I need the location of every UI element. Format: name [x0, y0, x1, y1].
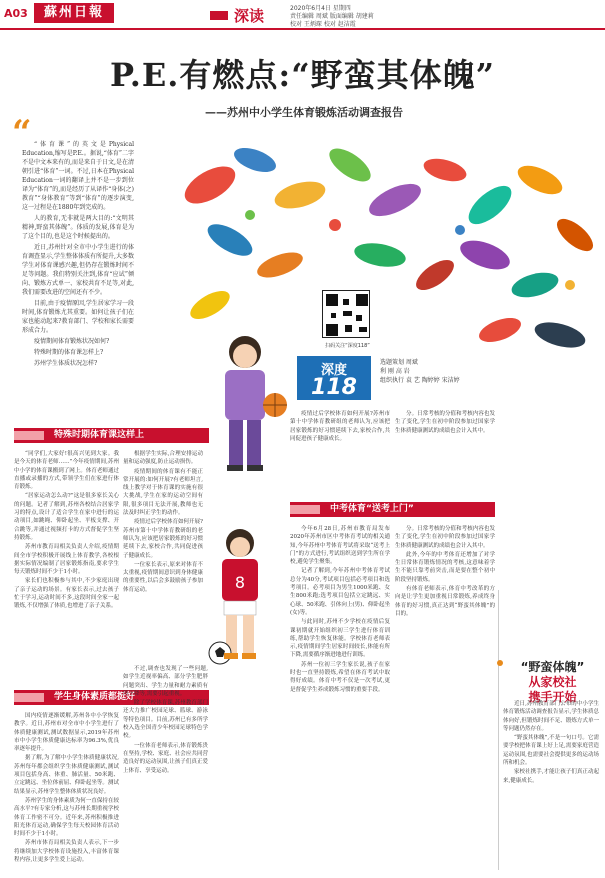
section-name: 深读 [234, 7, 265, 25]
credit-line: 组织执行 袁 艺 陶婷婷 宋洁婷 [380, 377, 460, 384]
paragraph: 苏州学生的身体素质为何一直保持在较高水平?有专家分析,这与苏州长期重视学校体育工作密不可分。近年来,苏州积极推进阳光体育运动,确保学生每天校园体育活动时间不少于1小时。 [14, 797, 119, 838]
credit-line: 利 刚 高 岩 [380, 368, 410, 375]
paragraph: 疫情期间的体育课有不能正常开展的:如何开展?有老师坦言,线上教学对于体育课的实施有很大挑战,学生在家的运动空间有限,很多项目无法开展,教师也无法及时纠正学生的动作。 [123, 468, 203, 517]
paragraph: 家校社携手,才能让孩子们真正动起来,健康成长。 [503, 769, 599, 784]
section-bar-icon [210, 11, 228, 20]
paragraph: 不过,调查也发现了一些问题,如学生近视率偏高、部分学生肥胖问题突出、学生力量和耐力素质有所下降等,需要引起重视。 [123, 666, 208, 697]
girl-basketball-illustration [205, 330, 290, 490]
paragraph: 除了学校体育课,苏州教育部门还大力推广校园足球、篮球、游泳等特色项目。目前,苏州已有多所学校入选全国青少年校园足球特色学校。 [123, 700, 208, 740]
column-physical-fitness-1 [14, 712, 119, 865]
section-heading-exam-delivery: 中考体育“送考上门” [290, 502, 495, 517]
badge-line1: 深度 [320, 363, 347, 378]
newspaper-brand: 蘇州日報 [34, 3, 114, 23]
qr-code[interactable] [322, 290, 370, 338]
paragraph: 国内疫情逐渐缓解,苏州各中小学恢复教学。近日,苏州市对全市中小学生进行了体质健康测试,测试数据显示,2019年苏州市中小学生体质健康达标率为96.3%,优良率逐年提升。 [14, 713, 119, 753]
paragraph: “同学们,大家好!很高兴见到大家。我是今天的体育老师……”今年疫情期间,苏州中小学的体育课搬到了网上。体育老师通过直播或录播的方式,带领学生们在家进行体育锻炼。 [14, 451, 119, 491]
badge-line2: 118 [311, 375, 357, 400]
bullet-dot-icon [497, 660, 503, 666]
intro-paragraph: 苏州学生体质状况怎样? [34, 360, 98, 367]
meta-line: 责任编辑 周斌 版面编辑 胡建莉 [290, 13, 374, 20]
column-special-period-1 [14, 450, 119, 612]
credits [380, 358, 500, 385]
column-special-period-2 [123, 450, 203, 595]
commentary-body [503, 700, 599, 786]
paragraph: “居家运动怎么动?”这是很多家长关心的问题。记者了解到,苏州各校结合居家学习的特点,设计了适合学生在家中进行的运动项目,如跳绳、仰卧起坐、平板支撑、开合跳等,并通过视频打卡的方式督促学生坚持锻炼。 [14, 493, 119, 541]
depth-badge [297, 356, 371, 400]
paragraph: 此外,今年的中考体育还增加了对学生日常体育锻炼情况的考核,这意味着学生不能只靠考前突击,而是要在整个初中阶段坚持锻炼。 [395, 551, 495, 583]
meta-line: 校对 王炳琛 校对 赵洁霞 [290, 21, 356, 28]
intro-paragraph: 人的教育,无非就是两大目的:“文明其精神,野蛮其体魄”。体质的发展,体育是为了这个目的,也是这个时候提出的。 [22, 215, 134, 240]
paragraph: 近日,苏州教育部门公布的中小学生体育锻炼活动调查报告显示,学生体质总体向好,但锻炼时间不足、锻炼方式单一等问题仍然存在。 [503, 701, 599, 732]
quote-mark-icon: “ [12, 113, 32, 153]
column-exam-delivery-1 [290, 525, 390, 695]
svg-text:8: 8 [234, 573, 246, 592]
paragraph: 根据学生实际,合理安排运动量和运动强度,防止运动损伤。 [123, 451, 203, 466]
meta-line: 2020年6月4日 星期四 [290, 5, 351, 12]
intro-paragraph: 特殊时期的体育课怎样上? [34, 349, 104, 356]
paragraph: 苏州市教育局相关负责人介绍,疫情期间全市学校积极开展线上体育教学,各校根据实际情况编制了居家锻炼指南,要求学生每天锻炼时间不少于1小时。 [14, 544, 119, 576]
section-heading-special-period: 特殊时期体育课这样上 [14, 428, 209, 443]
commentary-title-line1: “野蛮体魄” [520, 660, 585, 674]
masthead [0, 0, 605, 30]
paragraph: “野蛮其体魄”,不是一句口号。它需要学校把体育课上好上足,需要家庭营造运动氛围,也需要社会提供更多的运动场所和机会。 [503, 735, 599, 767]
paragraph: 苏州市体育局相关负责人表示,下一步将继续加大学校体育设施投入,丰富体育课程内容,让更多学生爱上运动。 [14, 840, 119, 864]
column-top-right-2 [395, 410, 495, 436]
column-physical-fitness-2 [123, 665, 208, 776]
paragraph: 分。日常考核的分值和考核内容也发生了变化,学生在初中阶段参加过国家学生体质健康测试的成绩也会计入其中。 [395, 411, 495, 434]
page-subheadline: ——苏州中小学生体育锻炼活动调查报告 [205, 106, 403, 119]
page-number: A03 [4, 7, 28, 20]
page-headline: P.E.有燃点:“野蛮其体魄” [109, 56, 496, 94]
paragraph: 家长们也积极参与其中,不少家庭出现了亲子运动的场景。有家长表示,过去孩子忙于学习,运动时间不多,这段时间全家一起锻炼,不仅增强了体质,也增进了亲子关系。 [14, 578, 119, 610]
athletes-illustration [150, 125, 605, 365]
paragraph: 疫情过后学校体育如何开展?苏州市第十中学体育教研组的老师认为,应该把居家锻炼的好习惯延续下去,家校合作,共同促进孩子健康成长。 [123, 519, 203, 559]
column-exam-delivery-2 [395, 525, 495, 619]
section-heading-physical-fitness: 学生身体素质都挺好 [14, 690, 209, 705]
paragraph: 记者了解到,今年苏州中考体育考试总分为40分,考试项目包括必考项目和选考项目。必考项目为男生1000米跑、女生800米跑;选考项目包括立定跳远、实心球、50米跑、引体向上(男)、仰卧起坐(女)等。 [290, 568, 390, 616]
commentary-title-line2: 从家校社 [528, 675, 577, 689]
credit-line: 选题策划 周斌 [380, 359, 418, 366]
column-divider [498, 590, 499, 870]
intro-paragraph: “体育课”的英文是Physical Education,缩写是P.E.。据说,“体育”二字不是中文本来有的,而是来自于日文,是在清朝引进“体育”一词。不过,日本在Physical Education一词的翻译上并不是一步到位译为“体育”的,而是经历了从译作“身体(之)教育”“身体教育”等到“体育”的逐步演变,这一过程是在1880年到完成的。 [22, 141, 134, 211]
paragraph: 一位家长表示,原来对体育不太重视,疫情期间意识到身体健康的重要性,以后会多鼓励孩子参加体育运动。 [123, 561, 203, 593]
paragraph: 今年6月28日,苏州市教育局发布2020年苏州市区中考体育考试的相关通知,今年苏州中考体育考试将采取“送考上门”的方式进行,考试组织送到学生所在学校,避免学生聚集。 [290, 526, 390, 566]
qr-caption: 扫码关注“深度118” [325, 343, 370, 349]
column-top-right-1 [290, 410, 390, 444]
paragraph: 据了解,为了解中小学生体质健康状况,苏州每年都会组织学生体质健康测试,测试项目包括身高、体重、肺活量、50米跑、立定跳远、坐位体前屈、仰卧起坐等。测试结果显示,苏州学生整体体质状况良好。 [14, 755, 119, 795]
commentary-title-line3: 携手开始 [528, 690, 577, 704]
section-label [210, 5, 280, 25]
masthead-meta [290, 5, 374, 29]
paragraph: 苏州一位初三学生家长说,孩子在家时也一直坚持锻炼,希望在体育考试中取得好成绩。体育中考不仅是一次考试,更是督促学生养成锻炼习惯的重要手段。 [290, 661, 390, 693]
intro-paragraph: 疫情期间体育锻炼状况如何? [34, 338, 110, 345]
paragraph: 疫情过后学校体育如何开展?苏州市第十中学体育教研组的老师认为,应该把居家锻炼的好习惯延续下去,家校合作,共同促进孩子健康成长。 [290, 411, 390, 442]
paragraph: 与此同时,苏州不少学校在疫情后复课初期就开始组织初三学生进行体育训练,帮助学生恢复体能。学校体育老师表示,疫情期间学生居家时间较长,体能有所下降,需要循序渐进地进行训练。 [290, 619, 390, 659]
paragraph: 分。日常考核的分值和考核内容也发生了变化,学生在初中阶段参加过国家学生体质健康测试的成绩也会计入其中。 [395, 526, 495, 549]
intro-text [22, 140, 134, 370]
kid-soccer-illustration [200, 525, 280, 670]
athlete-silhouettes [179, 142, 599, 352]
intro-paragraph: 目前,由于疫情原因,学生居家学习一段时间,体育锻炼尤其重要。如何让孩子们在家也能动起来?教育部门、学校和家长需要形成合力。 [22, 300, 134, 334]
commentary-headline [505, 660, 600, 705]
paragraph: 有体育老师表示,体育中考改革的方向是让学生更加重视日常锻炼,养成终身体育的好习惯,真正达到“野蛮其体魄”的目的。 [395, 586, 495, 617]
intro-paragraph: 近日,苏州针对全市中小学生进行的体育调查显示,学生整体体质有所提升,大多数学生对体育课感兴趣,但仍存在锻炼时间不足等问题。我们特别关注到,体育“应试”倾向、锻炼方式单一、家校共育不足等,对此,我们需要改进的空间还有不少。 [22, 244, 134, 296]
paragraph: 一位体育老师表示,体育锻炼贵在坚持,学校、家庭、社会应共同营造良好的运动氛围,让孩子们真正爱上体育、享受运动。 [123, 742, 208, 774]
